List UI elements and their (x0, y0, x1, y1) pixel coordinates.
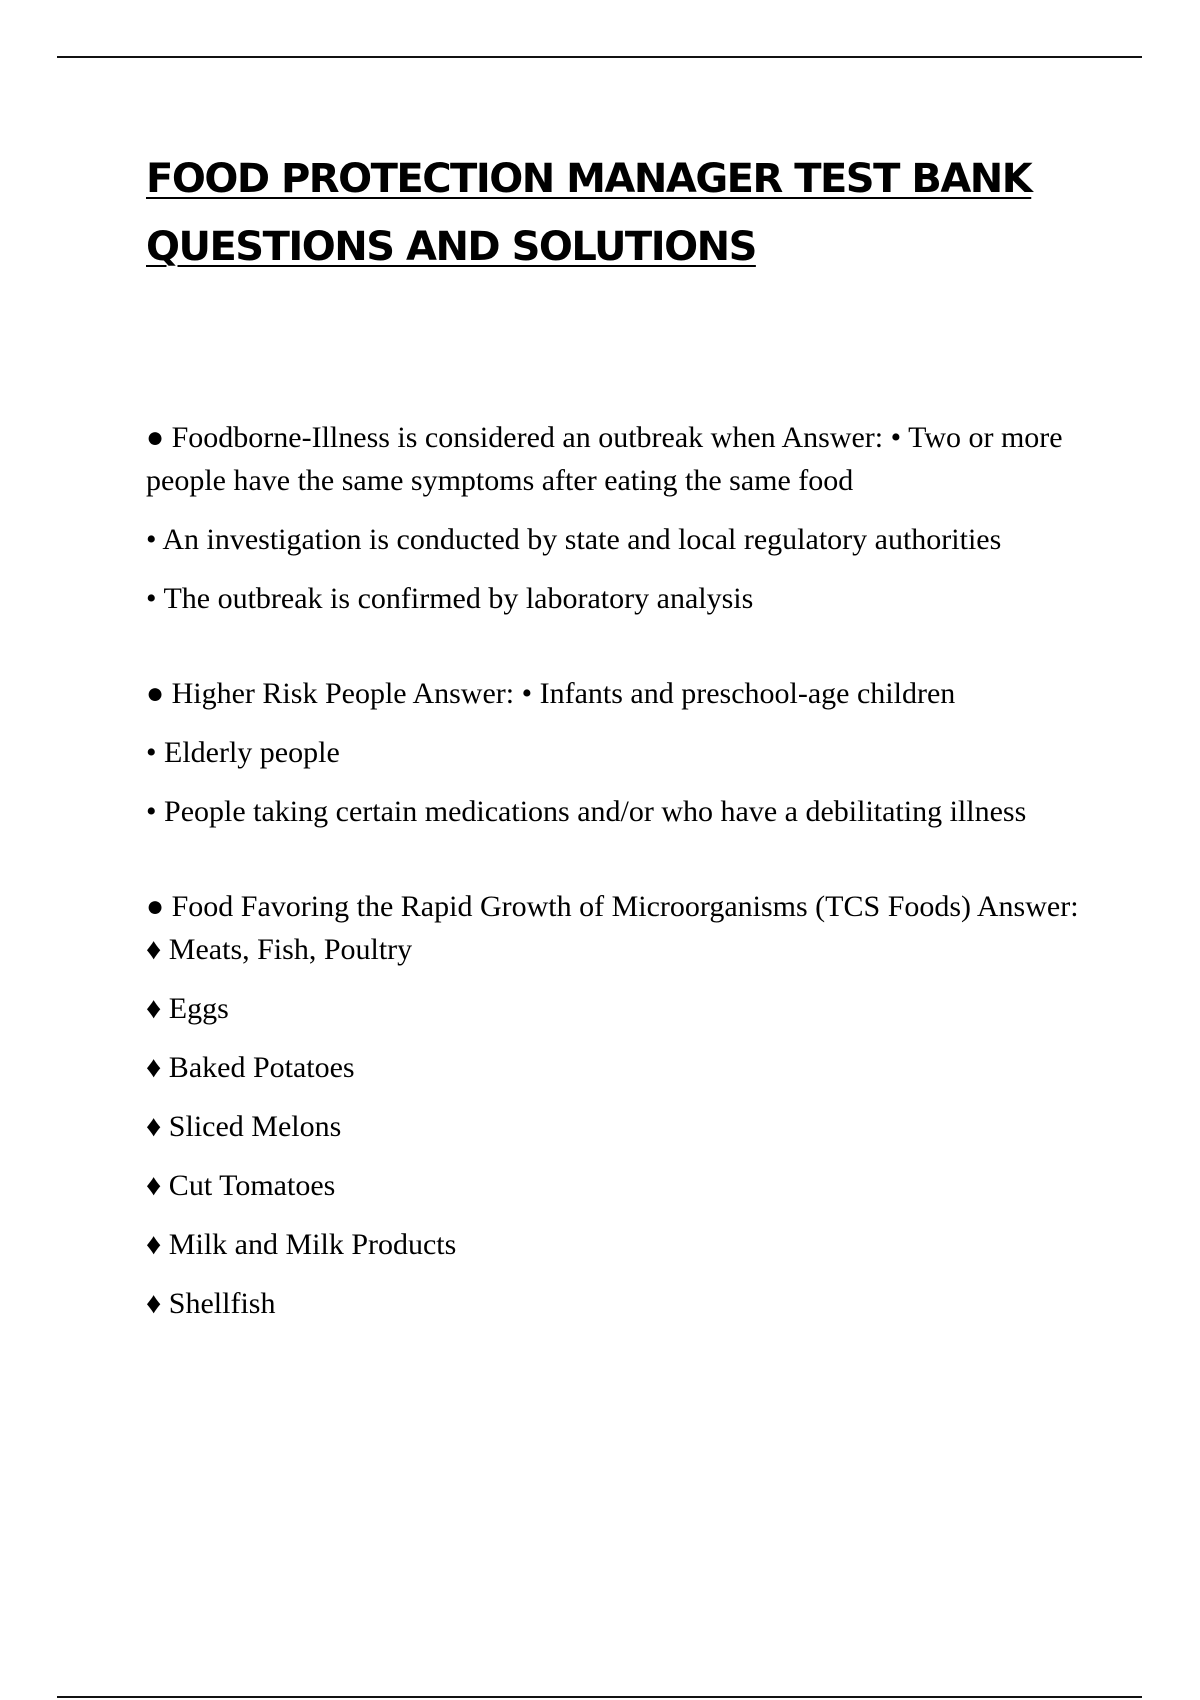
question-outbreak (146, 416, 1086, 620)
answer-item: ♦ Cut Tomatoes (146, 1169, 336, 1202)
answer-item: ♦ Milk and Milk Products (146, 1228, 457, 1261)
document-title (146, 145, 1086, 281)
answer-item: ♦ Eggs (146, 992, 229, 1025)
top-divider (57, 56, 1142, 58)
answer-item: • People taking certain medications and/or who have a debilitating illness (146, 795, 1027, 828)
title-line: FOOD PROTECTION MANAGER TEST BANK (146, 156, 1032, 202)
title-line: QUESTIONS AND SOLUTIONS (146, 224, 756, 270)
question-lead: ● Food Favoring the Rapid Growth of Microorganisms (TCS Foods) Answer: ♦ Meats, Fish, Poultry (146, 890, 1079, 966)
question-lead: ● Foodborne-Illness is considered an outbreak when Answer: • Two or more people have the same symptoms after eating the same food (146, 421, 1063, 497)
question-tcs-foods (146, 885, 1086, 1325)
answer-item: • Elderly people (146, 736, 340, 769)
answer-item: ♦ Baked Potatoes (146, 1051, 355, 1084)
question-lead: ● Higher Risk People Answer: • Infants and preschool-age children (146, 677, 956, 710)
answer-item: ♦ Shellfish (146, 1287, 276, 1320)
question-higher-risk (146, 672, 1086, 833)
bottom-divider (57, 1696, 1142, 1698)
answer-item: • An investigation is conducted by state and local regulatory authorities (146, 523, 1002, 556)
answer-item: • The outbreak is confirmed by laboratory analysis (146, 582, 754, 615)
page-content (146, 145, 1086, 1325)
answer-item: ♦ Sliced Melons (146, 1110, 342, 1143)
